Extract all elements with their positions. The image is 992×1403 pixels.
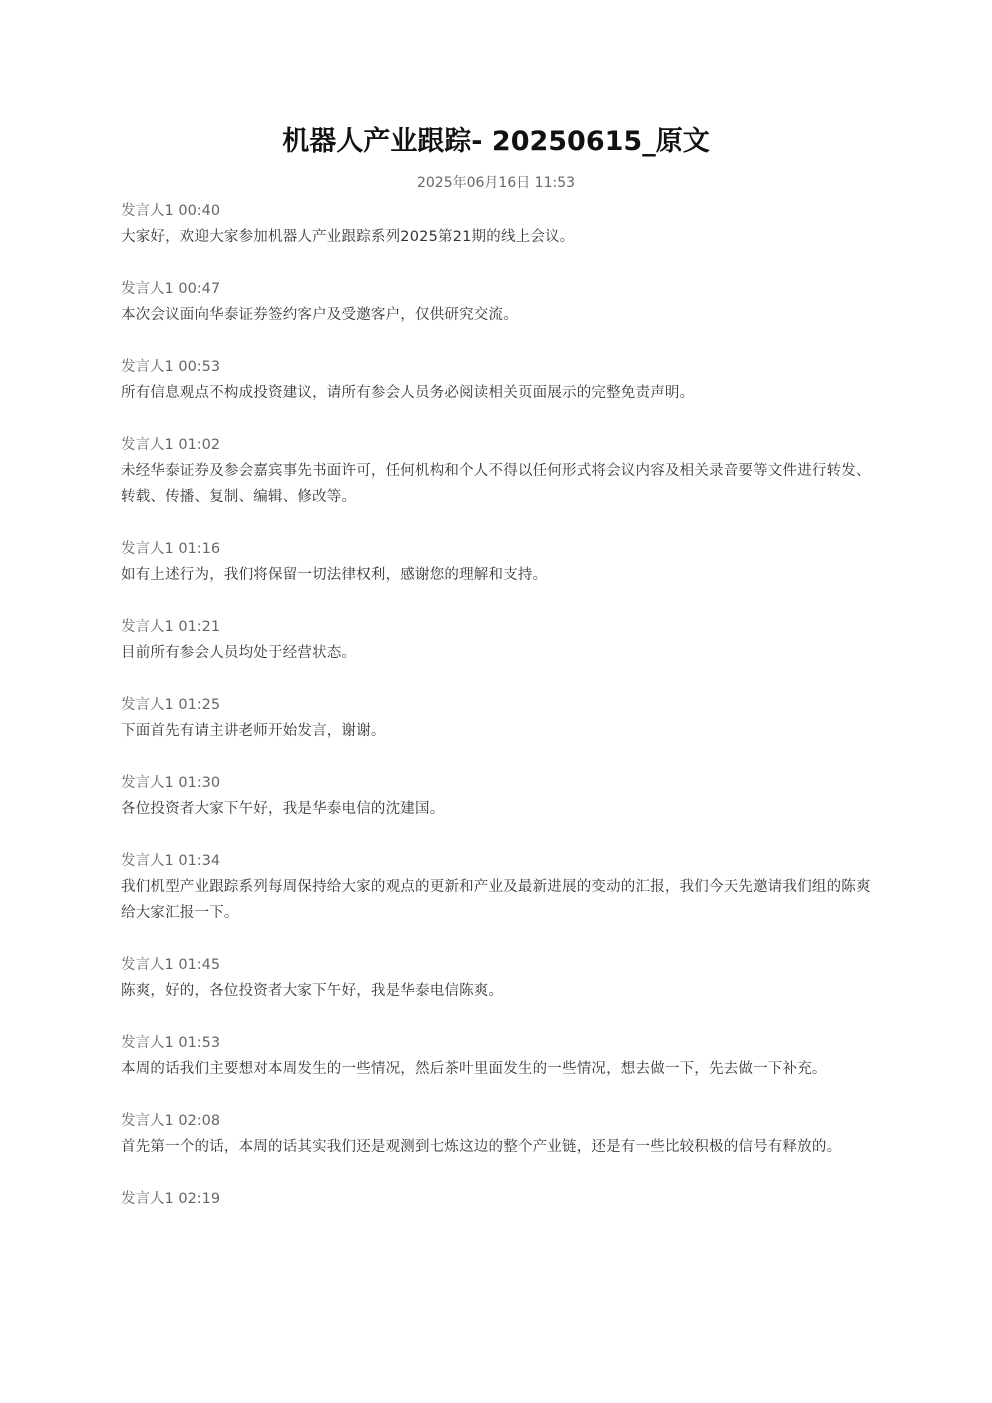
speaker-name: 发言人1 [121, 1113, 174, 1129]
speaker-name: 发言人1 [121, 281, 174, 297]
speech-text: 本周的话我们主要想对本周发生的一些情况，然后茶叶里面发生的一些情况，想去做一下，先去做一下补充。 [121, 1061, 827, 1077]
speaker-line [121, 848, 871, 874]
speaker-line [121, 770, 871, 796]
transcript-entry [121, 1186, 871, 1212]
speech-text: 所有信息观点不构成投资建议，请所有参会人员务必阅读相关页面展示的完整免责声明。 [121, 385, 695, 401]
transcript-entry [121, 1030, 871, 1082]
timestamp: 02:08 [178, 1113, 221, 1129]
transcript-entry [121, 848, 871, 926]
speaker-line [121, 354, 871, 380]
transcript-entry [121, 536, 871, 588]
speech-text: 如有上述行为，我们将保留一切法律权利，感谢您的理解和支持。 [121, 567, 548, 583]
transcript [121, 198, 871, 1238]
timestamp: 01:53 [178, 1035, 221, 1051]
speaker-name: 发言人1 [121, 1191, 174, 1207]
speech-text: 目前所有参会人员均处于经营状态。 [121, 645, 357, 661]
speaker-name: 发言人1 [121, 437, 174, 453]
transcript-entry [121, 952, 871, 1004]
speaker-name: 发言人1 [121, 775, 174, 791]
speech-text: 下面首先有请主讲老师开始发言，谢谢。 [121, 723, 386, 739]
timestamp: 01:30 [178, 775, 221, 791]
timestamp: 01:21 [178, 619, 221, 635]
speaker-name: 发言人1 [121, 359, 174, 375]
timestamp: 01:25 [178, 697, 221, 713]
speech-text: 陈爽，好的，各位投资者大家下午好，我是华泰电信陈爽。 [121, 983, 504, 999]
speaker-line [121, 952, 871, 978]
transcript-entry [121, 354, 871, 406]
speaker-name: 发言人1 [121, 853, 174, 869]
timestamp: 01:34 [178, 853, 221, 869]
timestamp: 01:16 [178, 541, 221, 557]
transcript-entry [121, 276, 871, 328]
speaker-name: 发言人1 [121, 541, 174, 557]
speaker-line [121, 1030, 871, 1056]
timestamp: 01:45 [178, 957, 221, 973]
document-date: 2025年06月16日 11:53 [416, 175, 576, 191]
timestamp: 02:19 [178, 1191, 221, 1207]
timestamp: 00:47 [178, 281, 221, 297]
speaker-line [121, 614, 871, 640]
speaker-line [121, 276, 871, 302]
transcript-entry [121, 614, 871, 666]
speech-text: 未经华泰证券及参会嘉宾事先书面许可，任何机构和个人不得以任何形式将会议内容及相关录音要等文件进行转发、转载、传播、复制、编辑、修改等。 [121, 463, 871, 505]
speaker-line [121, 198, 871, 224]
timestamp: 00:40 [178, 203, 221, 219]
speaker-line [121, 536, 871, 562]
transcript-entry [121, 1108, 871, 1160]
speaker-name: 发言人1 [121, 1035, 174, 1051]
speaker-name: 发言人1 [121, 957, 174, 973]
speech-text: 我们机型产业跟踪系列每周保持给大家的观点的更新和产业及最新进展的变动的汇报，我们今天先邀请我们组的陈爽给大家汇报一下。 [121, 879, 871, 921]
speaker-name: 发言人1 [121, 203, 174, 219]
speaker-name: 发言人1 [121, 619, 174, 635]
document-title: 机器人产业跟踪- 20250615_原文 [282, 126, 710, 157]
transcript-entry [121, 198, 871, 250]
transcript-entry [121, 770, 871, 822]
timestamp: 01:02 [178, 437, 221, 453]
speech-text: 各位投资者大家下午好，我是华泰电信的沈建国。 [121, 801, 445, 817]
speaker-name: 发言人1 [121, 697, 174, 713]
speaker-line [121, 432, 871, 458]
speech-text: 大家好，欢迎大家参加机器人产业跟踪系列2025第21期的线上会议。 [121, 229, 575, 245]
timestamp: 00:53 [178, 359, 221, 375]
speaker-line [121, 1186, 871, 1212]
transcript-entry [121, 432, 871, 510]
speaker-line [121, 692, 871, 718]
speaker-line [121, 1108, 871, 1134]
speech-text: 本次会议面向华泰证券签约客户及受邀客户，仅供研究交流。 [121, 307, 518, 323]
speech-text: 首先第一个的话，本周的话其实我们还是观测到七炼这边的整个产业链，还是有一些比较积极的信号有释放的。 [121, 1139, 842, 1155]
transcript-entry [121, 692, 871, 744]
